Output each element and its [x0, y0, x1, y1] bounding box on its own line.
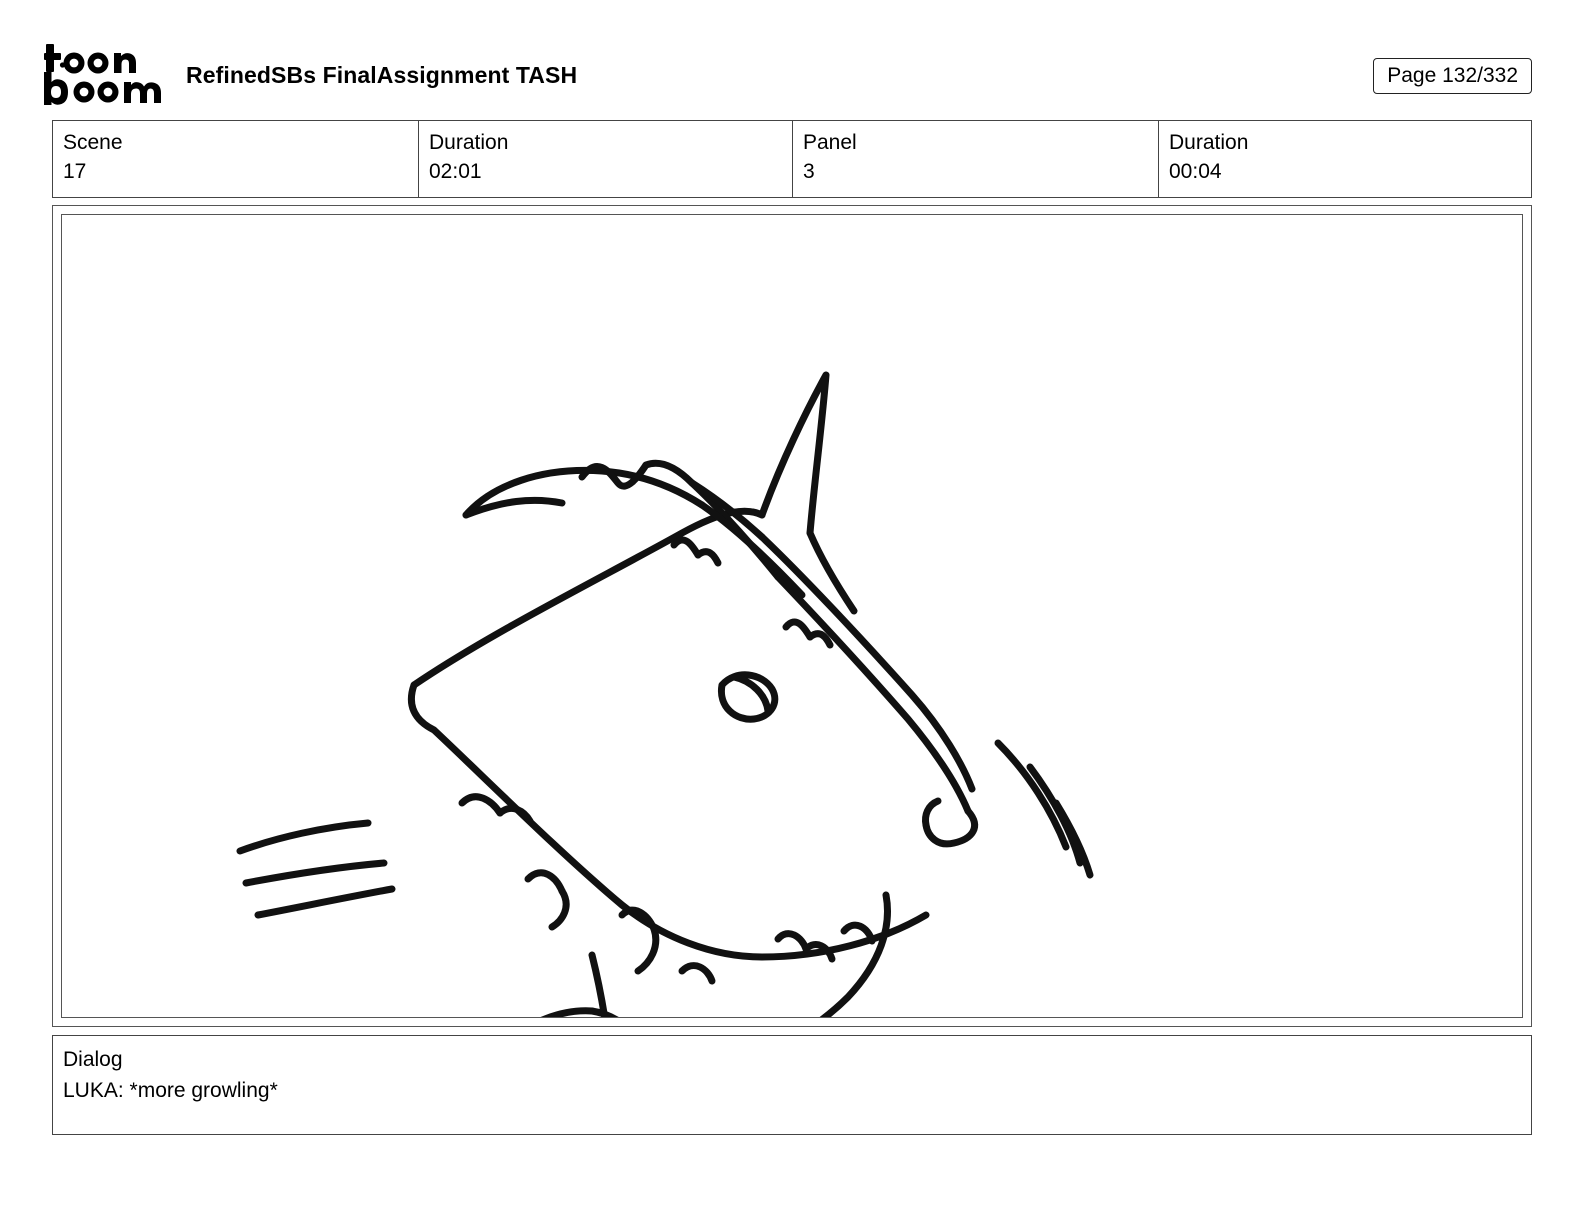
panel-info-row: [52, 120, 1532, 198]
dialog-line: LUKA: *more growling*: [63, 1079, 278, 1102]
page-header: [0, 0, 1584, 112]
scene-duration-label: Duration: [429, 131, 509, 154]
panel-duration-label: Duration: [1169, 131, 1249, 154]
toon-boom-logo-icon: [44, 44, 174, 106]
page-indicator: Page 132/332: [1373, 58, 1532, 94]
scene-duration-cell: [419, 121, 793, 197]
scene-value: 17: [63, 160, 87, 183]
panel-cell: [793, 121, 1159, 197]
storyboard-drawing: [62, 215, 1522, 1017]
document-title: RefinedSBs FinalAssignment TASH: [186, 62, 578, 88]
panel-artwork-area: [61, 214, 1523, 1018]
scene-cell: [53, 121, 419, 197]
dialog-label: Dialog: [63, 1048, 123, 1071]
scene-duration-value: 02:01: [429, 160, 482, 183]
panel-value: 3: [803, 160, 815, 183]
panel-frame: [52, 205, 1532, 1027]
panel-label: Panel: [803, 131, 857, 154]
dialog-box: [52, 1035, 1532, 1135]
scene-label: Scene: [63, 131, 123, 154]
panel-duration-cell: [1159, 121, 1530, 197]
panel-duration-value: 00:04: [1169, 160, 1222, 183]
